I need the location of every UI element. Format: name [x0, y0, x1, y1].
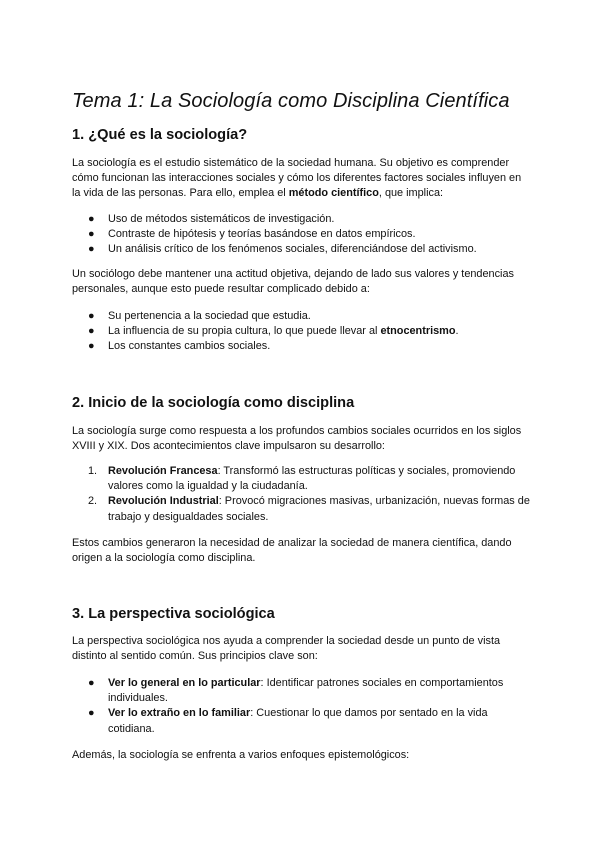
bullet-icon: ● — [88, 707, 95, 720]
section-3-bullet-list — [72, 676, 532, 737]
bullet-icon: ● — [88, 228, 95, 241]
bullet-icon: ● — [88, 243, 95, 256]
section-1-bullet-list — [72, 212, 532, 258]
list-item — [72, 309, 532, 324]
list-item — [72, 339, 532, 354]
section-3-paragraph-2: Además, la sociología se enfrenta a varios enfoques epistemológicos: — [72, 749, 410, 761]
section-1-paragraph-2: Un sociólogo debe mantener una actitud objetiva, dejando de lado sus valores y tendencias personales, aunque esto puede resultar complicado debido a: — [72, 268, 514, 296]
document-title: Tema 1: La Sociología como Disciplina Científica — [72, 90, 510, 112]
bold-term: Ver lo extraño en lo familiar — [108, 707, 251, 720]
list-item-text: . — [455, 325, 459, 338]
list-item — [72, 494, 532, 524]
section-2-numbered-list — [72, 464, 532, 525]
bullet-icon: ● — [88, 325, 95, 338]
list-item-text: Contraste de hipótesis y teorías basándose en datos empíricos. — [108, 228, 416, 241]
section-3-heading: 3. La perspectiva sociológica — [72, 606, 275, 622]
bold-term: Revolución Industrial — [108, 495, 219, 508]
section-1-bullet-list-2 — [72, 309, 532, 355]
list-item-text: La influencia de su propia cultura, lo que puede llevar al — [108, 325, 381, 338]
bullet-icon: ● — [88, 677, 95, 689]
bullet-icon: ● — [88, 213, 95, 225]
section-2-heading: 2. Inicio de la sociología como disciplina — [72, 395, 355, 411]
list-item — [72, 212, 532, 227]
text-run: , que implica: — [378, 187, 444, 200]
list-item-text: : Transformó las estructuras políticas y sociales, promoviendo valores como la igualdad y la ciudadanía. — [108, 465, 516, 493]
bold-term: Ver lo general en lo particular — [108, 677, 261, 689]
list-number: 1. — [88, 465, 98, 477]
section-2-paragraph-2: Estos cambios generaron la necesidad de analizar la sociedad de manera científica, dando origen a la sociología como disciplina. — [72, 537, 512, 565]
list-item — [72, 464, 532, 494]
list-item — [72, 324, 532, 339]
bullet-icon: ● — [88, 310, 95, 322]
list-number: 2. — [88, 495, 98, 508]
section-3-paragraph-1: La perspectiva sociológica nos ayuda a comprender la sociedad desde un punto de vista distinto al sentido común. Sus principios clave son: — [72, 635, 501, 663]
section-2-paragraph-1: La sociología surge como respuesta a los profundos cambios sociales ocurridos en los siglos XVIII y XIX. Dos acontecimientos clave impulsaron su desarrollo: — [72, 425, 522, 453]
list-item — [72, 242, 532, 257]
list-item-text: Su pertenencia a la sociedad que estudia. — [108, 310, 311, 322]
section-1-heading: 1. ¿Qué es la sociología? — [72, 127, 248, 143]
list-item-text: Uso de métodos sistemáticos de investigación. — [108, 213, 335, 225]
bullet-icon: ● — [88, 340, 95, 353]
bold-term: Revolución Francesa — [108, 465, 218, 477]
list-item-text: : Cuestionar lo que damos por sentado en la vida cotidiana. — [108, 707, 488, 735]
list-item — [72, 227, 532, 242]
list-item-text: : Identificar patrones sociales en comportamientos individuales. — [108, 677, 504, 705]
list-item — [72, 706, 532, 736]
section-1-paragraph-1 — [72, 156, 532, 202]
list-item-text: : Provocó migraciones masivas, urbanización, nuevas formas de trabajo y desigualdades sociales. — [108, 495, 530, 523]
list-item-text: Un análisis crítico de los fenómenos sociales, diferenciándose del activismo. — [108, 243, 477, 256]
list-item — [72, 676, 532, 706]
bold-term: método científico — [288, 187, 379, 200]
list-item-text: Los constantes cambios sociales. — [108, 340, 271, 353]
text-run: La sociología es el estudio sistemático de la sociedad humana. Su objetivo es comprender cómo funcionan las interacciones sociales y cómo los diferentes factores sociales influyen en la vida de las personas. Para ello, emplea el — [72, 157, 522, 200]
bold-term: etnocentrismo — [380, 325, 456, 338]
